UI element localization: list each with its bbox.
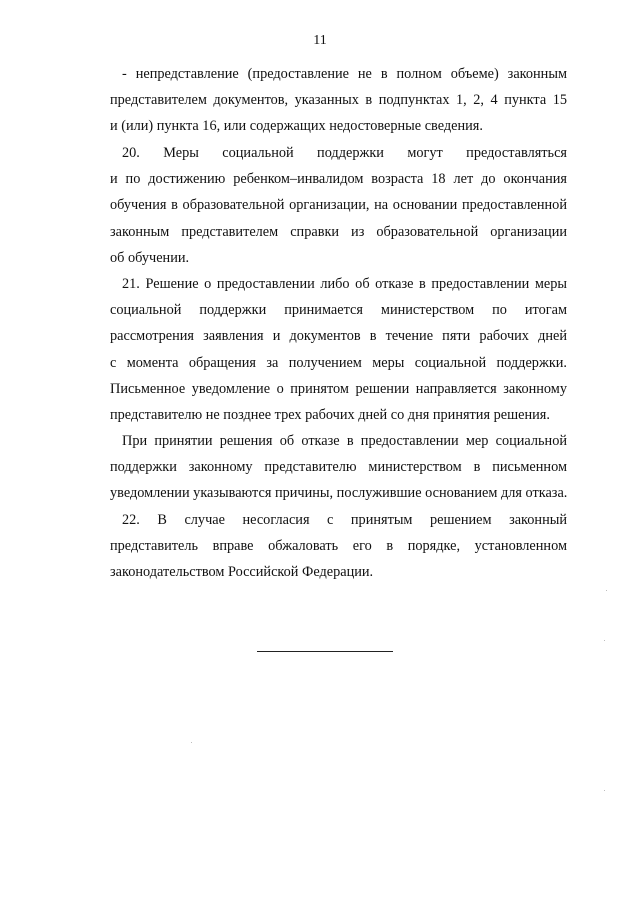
text-line: и по достижению ребенком–инвалидом возраста 18 лет до окончания <box>110 171 567 188</box>
text-line: 20. Меры социальной поддержки могут предоставляться <box>122 145 567 161</box>
text-line: об обучении. <box>110 249 190 266</box>
scan-speck <box>604 790 605 791</box>
end-separator-line <box>257 651 393 652</box>
paragraph-item-21 <box>110 271 567 428</box>
text-line: поддержки законному представителю министерством в письменном <box>110 459 567 476</box>
text-line: с момента обращения за получением меры социальной поддержки. <box>110 354 567 371</box>
text-line: рассмотрения заявления и документов в течение пяти рабочих дней <box>110 328 567 345</box>
text-line: представителем документов, указанных в подпунктах 1, 2, 4 пункта 15 <box>110 92 567 109</box>
text-line: 22. В случае несогласия с принятым решением законный <box>122 512 567 528</box>
text-line: 21. Решение о предоставлении либо об отказе в предоставлении меры <box>122 276 567 292</box>
paragraph-refusal <box>110 428 567 507</box>
text-line: уведомлении указываются причины, послужившие основанием для отказа. <box>110 485 568 502</box>
text-line: представитель вправе обжаловать его в порядке, установленном <box>110 538 567 555</box>
scan-speck <box>606 590 607 591</box>
text-line: законодательством Российской Федерации. <box>110 564 374 581</box>
text-line: представителю не позднее трех рабочих дней со дня принятия решения. <box>110 407 550 424</box>
text-line: обучения в образовательной организации, на основании предоставленной <box>110 197 567 214</box>
text-line: Письменное уведомление о принятом решении направляется законному <box>110 380 567 397</box>
page-number: 11 <box>313 33 327 48</box>
text-line: социальной поддержки принимается министерством по итогам <box>110 302 567 319</box>
text-line: - непредставление (предоставление не в полном объеме) законным <box>122 66 567 82</box>
paragraph-dash-item <box>110 61 567 140</box>
text-line: и (или) пункта 16, или содержащих недостоверные сведения. <box>110 118 483 135</box>
scan-speck <box>191 742 192 743</box>
paragraph-item-20 <box>110 140 567 271</box>
paragraph-item-22 <box>110 507 567 586</box>
scan-speck <box>604 640 605 641</box>
text-line: При принятии решения об отказе в предоставлении мер социальной <box>122 433 567 449</box>
text-line: законным представителем справки из образовательной организации <box>110 223 567 240</box>
